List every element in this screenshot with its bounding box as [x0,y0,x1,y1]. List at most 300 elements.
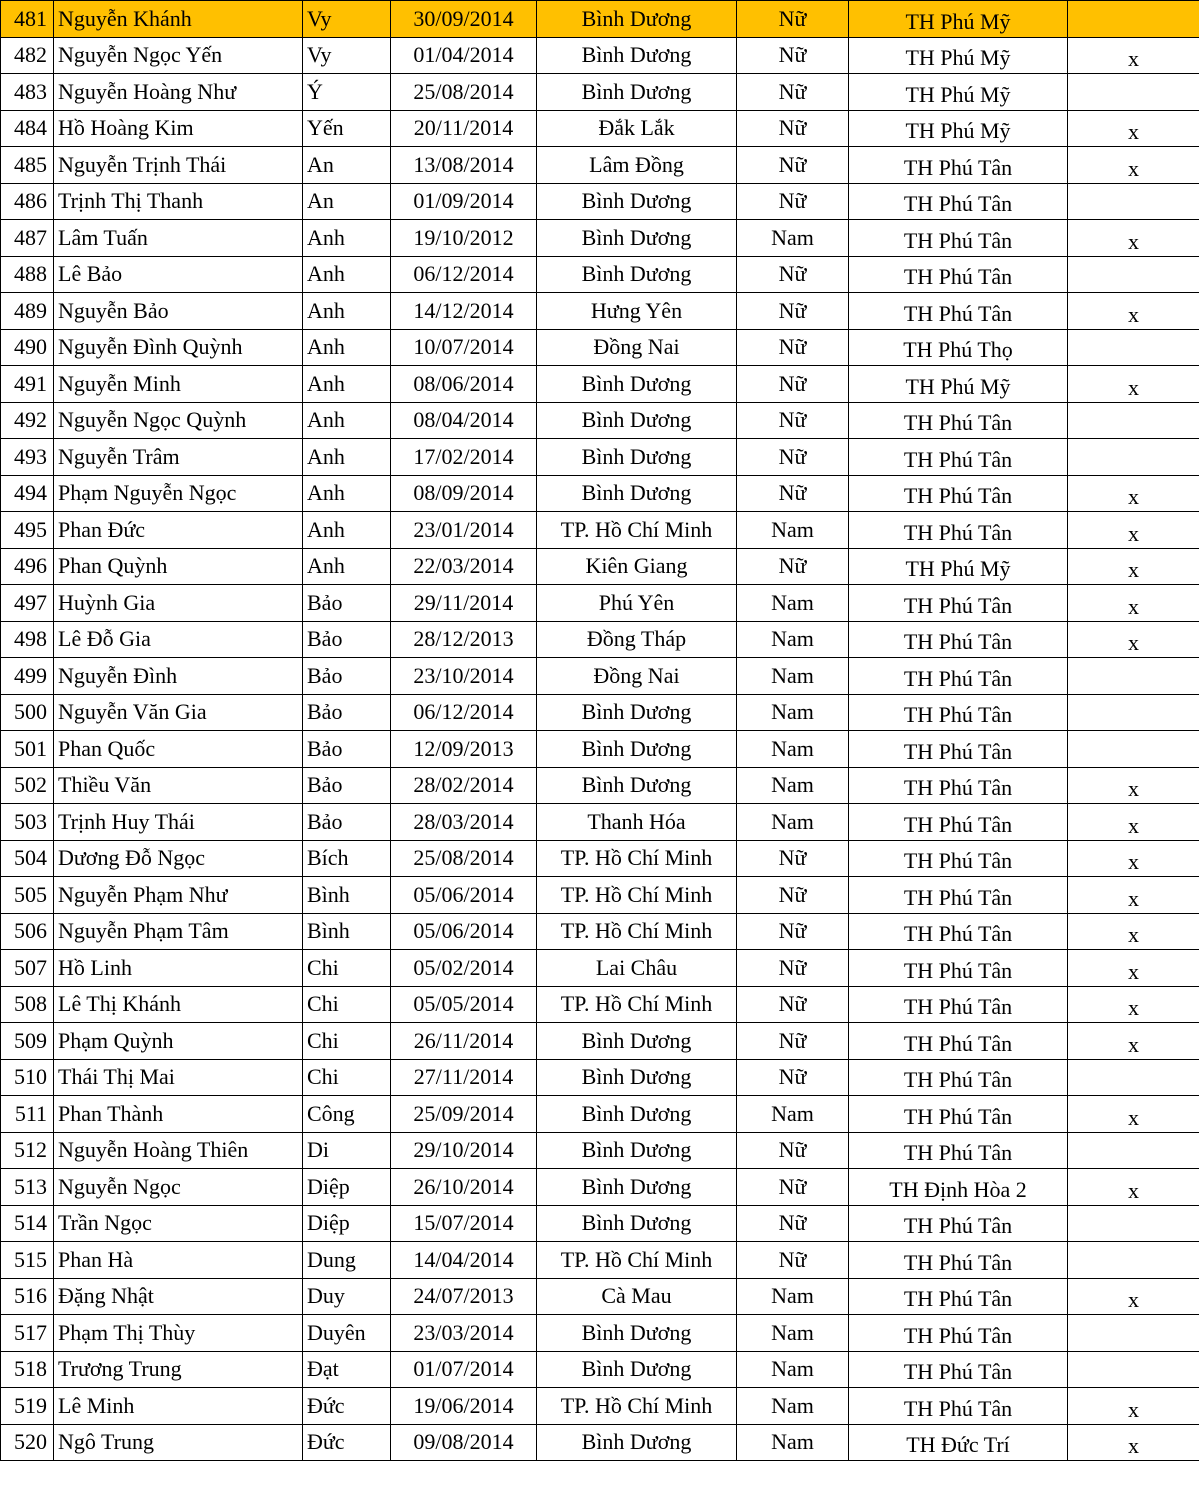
cell-noi-sinh[interactable]: Bình Dương [537,366,737,403]
cell-noi-sinh[interactable]: TP. Hồ Chí Minh [537,986,737,1023]
cell-ngay-sinh[interactable]: 29/11/2014 [391,585,537,622]
cell-ho-dem[interactable]: Nguyễn Trịnh Thái [54,147,303,184]
cell-ten[interactable]: Anh [303,329,391,366]
cell-noi-sinh[interactable]: Đồng Nai [537,658,737,695]
cell-ngay-sinh[interactable]: 23/10/2014 [391,658,537,695]
cell-mark[interactable]: x [1068,110,1199,147]
cell-truong[interactable]: TH Phú Tân [849,1023,1068,1060]
cell-noi-sinh[interactable]: Lai Châu [537,950,737,987]
cell-gioi-tinh[interactable]: Nam [737,1424,849,1461]
cell-ten[interactable]: Anh [303,293,391,330]
cell-ten[interactable]: Chi [303,1023,391,1060]
cell-ten[interactable]: Vy [303,1,391,38]
cell-stt[interactable]: 496 [1,548,54,585]
cell-ho-dem[interactable]: Hồ Hoàng Kim [54,110,303,147]
cell-ten[interactable]: Bảo [303,731,391,768]
cell-ho-dem[interactable]: Nguyễn Bảo [54,293,303,330]
cell-noi-sinh[interactable]: TP. Hồ Chí Minh [537,840,737,877]
cell-gioi-tinh[interactable]: Nữ [737,439,849,476]
cell-ho-dem[interactable]: Đặng Nhật [54,1278,303,1315]
cell-ten[interactable]: Anh [303,402,391,439]
cell-ho-dem[interactable]: Nguyễn Trâm [54,439,303,476]
cell-stt[interactable]: 495 [1,512,54,549]
cell-gioi-tinh[interactable]: Nam [737,1315,849,1352]
cell-noi-sinh[interactable]: Thanh Hóa [537,804,737,841]
cell-ho-dem[interactable]: Hồ Linh [54,950,303,987]
cell-noi-sinh[interactable]: Cà Mau [537,1278,737,1315]
cell-truong[interactable]: TH Phú Tân [849,183,1068,220]
cell-stt[interactable]: 487 [1,220,54,257]
cell-ho-dem[interactable]: Trần Ngọc [54,1205,303,1242]
cell-stt[interactable]: 505 [1,877,54,914]
cell-mark[interactable]: x [1068,1278,1199,1315]
cell-truong[interactable]: TH Phú Tân [849,1132,1068,1169]
cell-mark[interactable]: x [1068,986,1199,1023]
cell-ngay-sinh[interactable]: 23/01/2014 [391,512,537,549]
cell-mark[interactable] [1068,183,1199,220]
cell-ho-dem[interactable]: Nguyễn Phạm Như [54,877,303,914]
cell-ngay-sinh[interactable]: 08/04/2014 [391,402,537,439]
cell-ngay-sinh[interactable]: 15/07/2014 [391,1205,537,1242]
cell-stt[interactable]: 516 [1,1278,54,1315]
cell-gioi-tinh[interactable]: Nam [737,1351,849,1388]
cell-gioi-tinh[interactable]: Nữ [737,256,849,293]
cell-mark[interactable]: x [1068,913,1199,950]
cell-stt[interactable]: 514 [1,1205,54,1242]
cell-gioi-tinh[interactable]: Nữ [737,37,849,74]
cell-ho-dem[interactable]: Nguyễn Khánh [54,1,303,38]
cell-noi-sinh[interactable]: TP. Hồ Chí Minh [537,1388,737,1425]
cell-gioi-tinh[interactable]: Nam [737,220,849,257]
cell-truong[interactable]: TH Phú Mỹ [849,548,1068,585]
cell-stt[interactable]: 484 [1,110,54,147]
cell-mark[interactable]: x [1068,475,1199,512]
cell-noi-sinh[interactable]: Bình Dương [537,1424,737,1461]
cell-truong[interactable]: TH Phú Tân [849,950,1068,987]
cell-ten[interactable]: An [303,147,391,184]
cell-ngay-sinh[interactable]: 08/09/2014 [391,475,537,512]
cell-mark[interactable]: x [1068,1096,1199,1133]
cell-truong[interactable]: TH Phú Tân [849,986,1068,1023]
cell-noi-sinh[interactable]: Bình Dương [537,1315,737,1352]
cell-truong[interactable]: TH Phú Tân [849,877,1068,914]
cell-ho-dem[interactable]: Dương Đỗ Ngọc [54,840,303,877]
cell-ten[interactable]: Anh [303,475,391,512]
cell-gioi-tinh[interactable]: Nữ [737,147,849,184]
cell-ho-dem[interactable]: Nguyễn Đình Quỳnh [54,329,303,366]
cell-stt[interactable]: 508 [1,986,54,1023]
cell-mark[interactable]: x [1068,220,1199,257]
cell-mark[interactable]: x [1068,1023,1199,1060]
cell-ngay-sinh[interactable]: 27/11/2014 [391,1059,537,1096]
cell-ten[interactable]: Bảo [303,694,391,731]
cell-ngay-sinh[interactable]: 20/11/2014 [391,110,537,147]
cell-ten[interactable]: Anh [303,366,391,403]
cell-gioi-tinh[interactable]: Nữ [737,329,849,366]
cell-stt[interactable]: 520 [1,1424,54,1461]
cell-truong[interactable]: TH Phú Tân [849,1096,1068,1133]
cell-stt[interactable]: 486 [1,183,54,220]
cell-mark[interactable]: x [1068,767,1199,804]
cell-mark[interactable]: x [1068,147,1199,184]
cell-noi-sinh[interactable]: Bình Dương [537,475,737,512]
cell-ngay-sinh[interactable]: 24/07/2013 [391,1278,537,1315]
cell-truong[interactable]: TH Phú Mỹ [849,1,1068,38]
cell-ngay-sinh[interactable]: 05/05/2014 [391,986,537,1023]
cell-ngay-sinh[interactable]: 29/10/2014 [391,1132,537,1169]
cell-gioi-tinh[interactable]: Nữ [737,950,849,987]
cell-ngay-sinh[interactable]: 13/08/2014 [391,147,537,184]
cell-mark[interactable] [1068,1315,1199,1352]
cell-truong[interactable]: TH Phú Tân [849,767,1068,804]
cell-mark[interactable] [1068,1132,1199,1169]
cell-noi-sinh[interactable]: Bình Dương [537,1351,737,1388]
cell-ho-dem[interactable]: Lê Đỗ Gia [54,621,303,658]
cell-mark[interactable] [1068,329,1199,366]
cell-ho-dem[interactable]: Lê Bảo [54,256,303,293]
cell-stt[interactable]: 501 [1,731,54,768]
cell-truong[interactable]: TH Phú Thọ [849,329,1068,366]
cell-ho-dem[interactable]: Lâm Tuấn [54,220,303,257]
cell-gioi-tinh[interactable]: Nữ [737,110,849,147]
cell-gioi-tinh[interactable]: Nữ [737,1059,849,1096]
cell-mark[interactable] [1068,694,1199,731]
cell-ho-dem[interactable]: Nguyễn Ngọc Quỳnh [54,402,303,439]
cell-ten[interactable]: Diệp [303,1205,391,1242]
cell-stt[interactable]: 494 [1,475,54,512]
cell-ngay-sinh[interactable]: 25/08/2014 [391,74,537,111]
cell-gioi-tinh[interactable]: Nữ [737,475,849,512]
cell-ngay-sinh[interactable]: 25/08/2014 [391,840,537,877]
cell-mark[interactable] [1068,1,1199,38]
cell-stt[interactable]: 517 [1,1315,54,1352]
cell-noi-sinh[interactable]: Đồng Tháp [537,621,737,658]
cell-ten[interactable]: An [303,183,391,220]
cell-ngay-sinh[interactable]: 23/03/2014 [391,1315,537,1352]
cell-noi-sinh[interactable]: Bình Dương [537,220,737,257]
cell-ho-dem[interactable]: Phan Hà [54,1242,303,1279]
cell-stt[interactable]: 491 [1,366,54,403]
cell-stt[interactable]: 509 [1,1023,54,1060]
cell-stt[interactable]: 502 [1,767,54,804]
cell-stt[interactable]: 483 [1,74,54,111]
cell-mark[interactable]: x [1068,512,1199,549]
cell-noi-sinh[interactable]: Bình Dương [537,402,737,439]
cell-truong[interactable]: TH Phú Tân [849,658,1068,695]
cell-truong[interactable]: TH Phú Tân [849,913,1068,950]
cell-ngay-sinh[interactable]: 25/09/2014 [391,1096,537,1133]
cell-ho-dem[interactable]: Nguyễn Văn Gia [54,694,303,731]
cell-ho-dem[interactable]: Ngô Trung [54,1424,303,1461]
cell-ho-dem[interactable]: Phan Quốc [54,731,303,768]
cell-stt[interactable]: 500 [1,694,54,731]
cell-ho-dem[interactable]: Huỳnh Gia [54,585,303,622]
cell-mark[interactable] [1068,731,1199,768]
cell-ho-dem[interactable]: Lê Minh [54,1388,303,1425]
cell-gioi-tinh[interactable]: Nữ [737,293,849,330]
cell-noi-sinh[interactable]: Lâm Đồng [537,147,737,184]
cell-stt[interactable]: 519 [1,1388,54,1425]
cell-stt[interactable]: 513 [1,1169,54,1206]
cell-ten[interactable]: Yến [303,110,391,147]
cell-truong[interactable]: TH Phú Tân [849,1315,1068,1352]
cell-truong[interactable]: TH Phú Tân [849,804,1068,841]
cell-noi-sinh[interactable]: Đắk Lắk [537,110,737,147]
cell-stt[interactable]: 512 [1,1132,54,1169]
cell-gioi-tinh[interactable]: Nam [737,658,849,695]
cell-noi-sinh[interactable]: Phú Yên [537,585,737,622]
cell-ten[interactable]: Anh [303,548,391,585]
cell-ho-dem[interactable]: Phan Đức [54,512,303,549]
cell-gioi-tinh[interactable]: Nữ [737,548,849,585]
cell-mark[interactable]: x [1068,293,1199,330]
cell-gioi-tinh[interactable]: Nữ [737,913,849,950]
cell-truong[interactable]: TH Phú Mỹ [849,74,1068,111]
cell-gioi-tinh[interactable]: Nam [737,694,849,731]
cell-gioi-tinh[interactable]: Nam [737,1096,849,1133]
cell-ho-dem[interactable]: Nguyễn Hoàng Thiên [54,1132,303,1169]
cell-stt[interactable]: 481 [1,1,54,38]
cell-stt[interactable]: 499 [1,658,54,695]
cell-ten[interactable]: Dung [303,1242,391,1279]
cell-ten[interactable]: Đạt [303,1351,391,1388]
cell-truong[interactable]: TH Phú Tân [849,220,1068,257]
cell-stt[interactable]: 490 [1,329,54,366]
cell-mark[interactable] [1068,658,1199,695]
cell-mark[interactable] [1068,1205,1199,1242]
cell-ho-dem[interactable]: Nguyễn Hoàng Như [54,74,303,111]
cell-ngay-sinh[interactable]: 01/07/2014 [391,1351,537,1388]
cell-gioi-tinh[interactable]: Nam [737,731,849,768]
cell-ten[interactable]: Anh [303,220,391,257]
cell-stt[interactable]: 504 [1,840,54,877]
cell-truong[interactable]: TH Phú Mỹ [849,366,1068,403]
cell-noi-sinh[interactable]: Kiên Giang [537,548,737,585]
cell-truong[interactable]: TH Phú Tân [849,1351,1068,1388]
cell-ten[interactable]: Duy [303,1278,391,1315]
cell-ho-dem[interactable]: Trịnh Huy Thái [54,804,303,841]
cell-ten[interactable]: Bảo [303,658,391,695]
cell-ngay-sinh[interactable]: 28/03/2014 [391,804,537,841]
cell-ten[interactable]: Anh [303,439,391,476]
cell-ngay-sinh[interactable]: 28/12/2013 [391,621,537,658]
cell-ho-dem[interactable]: Nguyễn Ngọc Yến [54,37,303,74]
cell-mark[interactable]: x [1068,877,1199,914]
cell-mark[interactable]: x [1068,1169,1199,1206]
cell-truong[interactable]: TH Phú Tân [849,731,1068,768]
cell-ten[interactable]: Diệp [303,1169,391,1206]
cell-ngay-sinh[interactable]: 26/11/2014 [391,1023,537,1060]
cell-ten[interactable]: Đức [303,1388,391,1425]
cell-noi-sinh[interactable]: Bình Dương [537,256,737,293]
cell-ten[interactable]: Bình [303,877,391,914]
cell-ten[interactable]: Chi [303,986,391,1023]
cell-truong[interactable]: TH Phú Tân [849,147,1068,184]
cell-truong[interactable]: TH Phú Tân [849,840,1068,877]
cell-ten[interactable]: Bích [303,840,391,877]
cell-ngay-sinh[interactable]: 05/06/2014 [391,913,537,950]
cell-gioi-tinh[interactable]: Nữ [737,402,849,439]
cell-gioi-tinh[interactable]: Nam [737,1278,849,1315]
cell-ho-dem[interactable]: Lê Thị Khánh [54,986,303,1023]
cell-truong[interactable]: TH Phú Tân [849,621,1068,658]
cell-noi-sinh[interactable]: Bình Dương [537,1059,737,1096]
cell-stt[interactable]: 497 [1,585,54,622]
cell-truong[interactable]: TH Phú Tân [849,1388,1068,1425]
cell-ten[interactable]: Anh [303,512,391,549]
cell-ten[interactable]: Anh [303,256,391,293]
cell-ho-dem[interactable]: Nguyễn Ngọc [54,1169,303,1206]
cell-mark[interactable]: x [1068,585,1199,622]
cell-stt[interactable]: 506 [1,913,54,950]
cell-noi-sinh[interactable]: Bình Dương [537,731,737,768]
cell-mark[interactable]: x [1068,366,1199,403]
cell-noi-sinh[interactable]: Bình Dương [537,1023,737,1060]
cell-ngay-sinh[interactable]: 19/06/2014 [391,1388,537,1425]
cell-noi-sinh[interactable]: Bình Dương [537,1096,737,1133]
cell-ngay-sinh[interactable]: 19/10/2012 [391,220,537,257]
cell-ngay-sinh[interactable]: 28/02/2014 [391,767,537,804]
cell-truong[interactable]: TH Phú Tân [849,1059,1068,1096]
cell-gioi-tinh[interactable]: Nữ [737,366,849,403]
cell-ngay-sinh[interactable]: 12/09/2013 [391,731,537,768]
cell-ten[interactable]: Vy [303,37,391,74]
cell-gioi-tinh[interactable]: Nam [737,585,849,622]
cell-noi-sinh[interactable]: TP. Hồ Chí Minh [537,877,737,914]
cell-noi-sinh[interactable]: TP. Hồ Chí Minh [537,512,737,549]
cell-ngay-sinh[interactable]: 17/02/2014 [391,439,537,476]
cell-mark[interactable] [1068,439,1199,476]
cell-stt[interactable]: 489 [1,293,54,330]
cell-mark[interactable] [1068,256,1199,293]
cell-ngay-sinh[interactable]: 06/12/2014 [391,256,537,293]
cell-ten[interactable]: Chi [303,1059,391,1096]
cell-ten[interactable]: Bảo [303,804,391,841]
cell-truong[interactable]: TH Đức Trí [849,1424,1068,1461]
cell-ten[interactable]: Chi [303,950,391,987]
cell-mark[interactable] [1068,402,1199,439]
cell-noi-sinh[interactable]: Bình Dương [537,183,737,220]
cell-truong[interactable]: TH Phú Tân [849,512,1068,549]
cell-stt[interactable]: 515 [1,1242,54,1279]
cell-noi-sinh[interactable]: Đồng Nai [537,329,737,366]
cell-mark[interactable]: x [1068,950,1199,987]
cell-ngay-sinh[interactable]: 05/06/2014 [391,877,537,914]
cell-ho-dem[interactable]: Trương Trung [54,1351,303,1388]
cell-mark[interactable]: x [1068,840,1199,877]
cell-noi-sinh[interactable]: TP. Hồ Chí Minh [537,1242,737,1279]
cell-ngay-sinh[interactable]: 26/10/2014 [391,1169,537,1206]
cell-gioi-tinh[interactable]: Nam [737,767,849,804]
cell-ten[interactable]: Bảo [303,621,391,658]
cell-gioi-tinh[interactable]: Nữ [737,74,849,111]
cell-ngay-sinh[interactable]: 10/07/2014 [391,329,537,366]
cell-ho-dem[interactable]: Phạm Thị Thùy [54,1315,303,1352]
cell-mark[interactable]: x [1068,804,1199,841]
cell-truong[interactable]: TH Phú Tân [849,1278,1068,1315]
cell-noi-sinh[interactable]: Bình Dương [537,74,737,111]
cell-gioi-tinh[interactable]: Nữ [737,1132,849,1169]
cell-ngay-sinh[interactable]: 22/03/2014 [391,548,537,585]
cell-truong[interactable]: TH Phú Tân [849,293,1068,330]
cell-ngay-sinh[interactable]: 09/08/2014 [391,1424,537,1461]
cell-stt[interactable]: 507 [1,950,54,987]
cell-ngay-sinh[interactable]: 06/12/2014 [391,694,537,731]
cell-truong[interactable]: TH Phú Tân [849,439,1068,476]
cell-noi-sinh[interactable]: Bình Dương [537,1169,737,1206]
cell-gioi-tinh[interactable]: Nữ [737,877,849,914]
cell-truong[interactable]: TH Phú Tân [849,1242,1068,1279]
cell-stt[interactable]: 485 [1,147,54,184]
cell-ho-dem[interactable]: Phan Thành [54,1096,303,1133]
cell-gioi-tinh[interactable]: Nam [737,512,849,549]
cell-ten[interactable]: Bảo [303,585,391,622]
cell-noi-sinh[interactable]: Hưng Yên [537,293,737,330]
cell-stt[interactable]: 492 [1,402,54,439]
cell-gioi-tinh[interactable]: Nữ [737,1,849,38]
cell-truong[interactable]: TH Phú Tân [849,402,1068,439]
cell-stt[interactable]: 493 [1,439,54,476]
cell-mark[interactable]: x [1068,1388,1199,1425]
cell-mark[interactable] [1068,1059,1199,1096]
cell-noi-sinh[interactable]: Bình Dương [537,1,737,38]
cell-ten[interactable]: Công [303,1096,391,1133]
cell-noi-sinh[interactable]: Bình Dương [537,1132,737,1169]
cell-truong[interactable]: TH Phú Tân [849,694,1068,731]
cell-ho-dem[interactable]: Phạm Quỳnh [54,1023,303,1060]
cell-ten[interactable]: Bình [303,913,391,950]
cell-gioi-tinh[interactable]: Nam [737,621,849,658]
cell-ten[interactable]: Bảo [303,767,391,804]
cell-gioi-tinh[interactable]: Nữ [737,986,849,1023]
cell-noi-sinh[interactable]: Bình Dương [537,767,737,804]
cell-gioi-tinh[interactable]: Nữ [737,1023,849,1060]
cell-truong[interactable]: TH Phú Mỹ [849,110,1068,147]
cell-truong[interactable]: TH Phú Tân [849,256,1068,293]
cell-noi-sinh[interactable]: Bình Dương [537,1205,737,1242]
cell-stt[interactable]: 518 [1,1351,54,1388]
cell-gioi-tinh[interactable]: Nữ [737,840,849,877]
cell-truong[interactable]: TH Định Hòa 2 [849,1169,1068,1206]
cell-ho-dem[interactable]: Trịnh Thị Thanh [54,183,303,220]
cell-ngay-sinh[interactable]: 01/09/2014 [391,183,537,220]
cell-ho-dem[interactable]: Thiều Văn [54,767,303,804]
cell-mark[interactable]: x [1068,1424,1199,1461]
cell-ngay-sinh[interactable]: 01/04/2014 [391,37,537,74]
cell-gioi-tinh[interactable]: Nữ [737,1205,849,1242]
cell-ho-dem[interactable]: Phạm Nguyễn Ngọc [54,475,303,512]
cell-ho-dem[interactable]: Nguyễn Phạm Tâm [54,913,303,950]
cell-noi-sinh[interactable]: Bình Dương [537,694,737,731]
cell-gioi-tinh[interactable]: Nam [737,804,849,841]
cell-stt[interactable]: 503 [1,804,54,841]
cell-ten[interactable]: Đức [303,1424,391,1461]
cell-mark[interactable]: x [1068,548,1199,585]
cell-gioi-tinh[interactable]: Nữ [737,1242,849,1279]
cell-ngay-sinh[interactable]: 08/06/2014 [391,366,537,403]
cell-truong[interactable]: TH Phú Tân [849,585,1068,622]
cell-noi-sinh[interactable]: Bình Dương [537,439,737,476]
cell-stt[interactable]: 498 [1,621,54,658]
cell-stt[interactable]: 488 [1,256,54,293]
cell-ngay-sinh[interactable]: 14/04/2014 [391,1242,537,1279]
cell-truong[interactable]: TH Phú Mỹ [849,37,1068,74]
cell-ho-dem[interactable]: Phan Quỳnh [54,548,303,585]
cell-gioi-tinh[interactable]: Nữ [737,183,849,220]
cell-stt[interactable]: 482 [1,37,54,74]
cell-ho-dem[interactable]: Thái Thị Mai [54,1059,303,1096]
cell-ngay-sinh[interactable]: 30/09/2014 [391,1,537,38]
